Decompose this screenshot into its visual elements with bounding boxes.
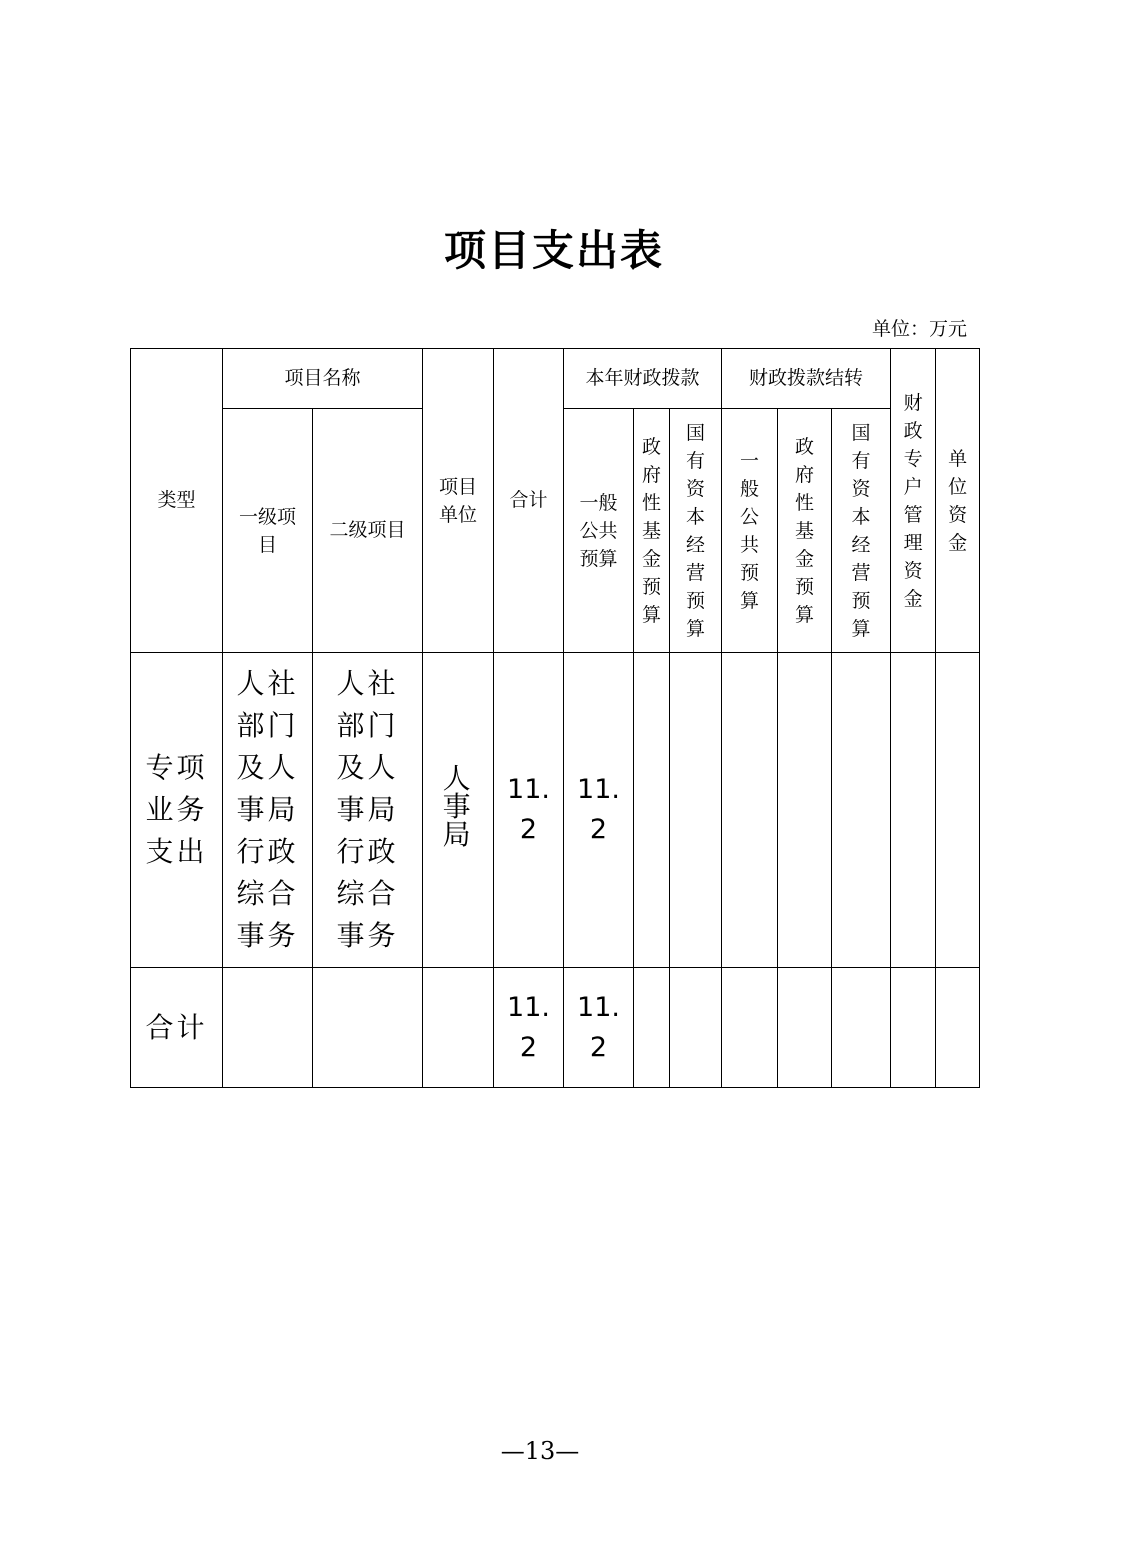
page-number: —13— (500, 1437, 580, 1465)
cell-total: 11.2 (494, 653, 564, 968)
unit-label: 单位：万元 (871, 318, 967, 340)
cell-empty (936, 968, 980, 1088)
cell-empty (423, 968, 494, 1088)
cell-level1: 人社部门及人事局行政综合事务 (223, 653, 313, 968)
header-unit-funds: 单位资金 (936, 349, 980, 653)
cell-empty (891, 968, 936, 1088)
summary-total: 11.2 (494, 968, 564, 1088)
cell-empty (891, 653, 936, 968)
table-row (131, 653, 980, 968)
page-title: 项目支出表 (443, 226, 664, 275)
cell-empty (832, 968, 891, 1088)
header-carry-general: 一般公共预算 (722, 409, 778, 653)
summary-row (131, 968, 980, 1088)
header-carry-gov-fund: 政府性基金预算 (778, 409, 832, 653)
cell-unit: 人事局 (423, 653, 494, 968)
cell-type: 专项业务支出 (131, 653, 223, 968)
cell-empty (778, 653, 832, 968)
header-project-unit: 项目单位 (423, 349, 494, 653)
header-project-name: 项目名称 (223, 349, 423, 409)
header-gov-fund: 政府性基金预算 (634, 409, 670, 653)
project-expenditure-table (130, 348, 980, 1088)
cell-empty (223, 968, 313, 1088)
header-state-capital: 国有资本经营预算 (670, 409, 722, 653)
cell-empty (832, 653, 891, 968)
header-special-account: 财政专户管理资金 (891, 349, 936, 653)
cell-empty (936, 653, 980, 968)
cell-general: 11.2 (564, 653, 634, 968)
cell-empty (670, 968, 722, 1088)
cell-empty (634, 968, 670, 1088)
cell-empty (670, 653, 722, 968)
header-level1: 一级项目 (223, 409, 313, 653)
summary-label: 合计 (131, 968, 223, 1088)
header-carry-state-capital: 国有资本经营预算 (832, 409, 891, 653)
cell-empty (778, 968, 832, 1088)
header-total: 合计 (494, 349, 564, 653)
cell-empty (313, 968, 423, 1088)
cell-level2: 人社部门及人事局行政综合事务 (313, 653, 423, 968)
header-type: 类型 (131, 349, 223, 653)
cell-empty (634, 653, 670, 968)
summary-general: 11.2 (564, 968, 634, 1088)
header-level2: 二级项目 (313, 409, 423, 653)
cell-empty (722, 653, 778, 968)
header-general-budget: 一般公共预算 (564, 409, 634, 653)
header-carryover: 财政拨款结转 (722, 349, 891, 409)
cell-empty (722, 968, 778, 1088)
header-current-year: 本年财政拨款 (564, 349, 722, 409)
